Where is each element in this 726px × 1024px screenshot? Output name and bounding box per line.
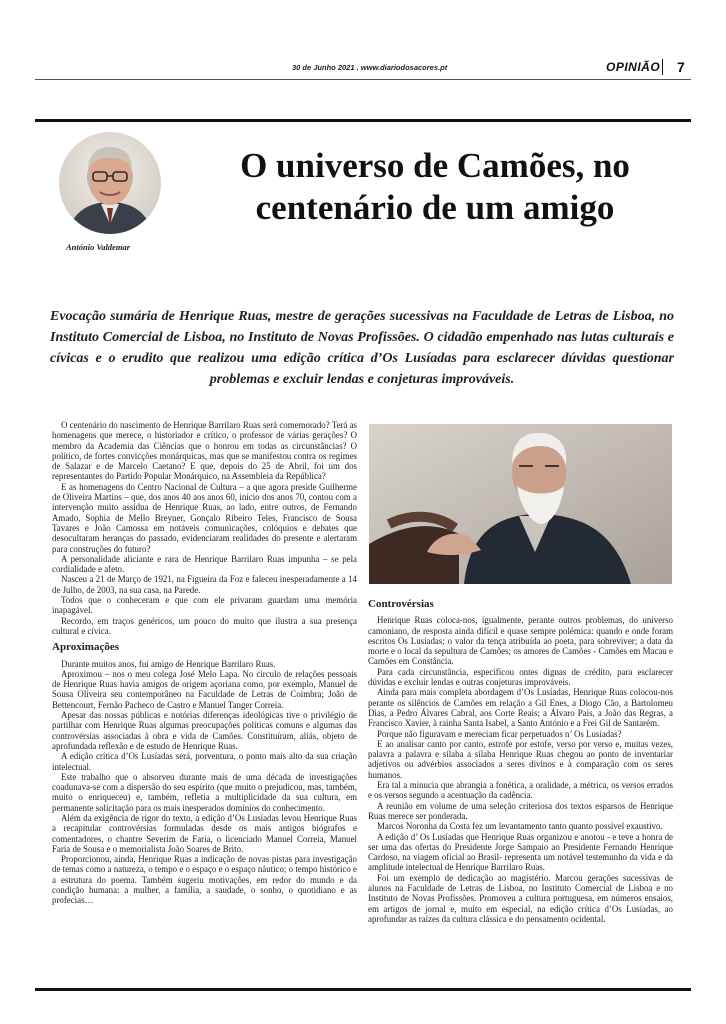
paragraph: Aproximou – nos o meu colega José Melo Lapa. No círculo de relações pessoais de Henrique Ruas havia amigos de origem açoriana como, por exemplo, Manuel de Sousa Oliveira seu contemporâneo na Faculdade de Letras de Coimbra; João de Bettencourt, Fernão Pacheco de Castro e Manuel Tanger Correia. <box>52 668 357 710</box>
author-portrait <box>59 132 161 234</box>
paragraph: Durante muitos anos, fui amigo de Henrique Barrilaro Ruas. <box>61 658 276 669</box>
right-column <box>368 593 673 924</box>
article-lead: Evocação sumária de Henrique Ruas, mestre de gerações sucessivas na Faculdade de Letras de Lisboa, no Instituto Comercial de Lisboa, no Instituto de Novas Profissões. O cidadão empenhado nas lutas culturais e cívicas e o erudito que realizou uma edição crítica d’Os Lusíadas para esclarecer dúvidas questionar problemas e excluir lendas e conjeturas improváveis. <box>50 309 674 387</box>
paragraph: Proporcionou, ainda, Henrique Ruas a indicação de novas pistas para investigação de temas como a natureza, o tempo e o espaço e o espaço náutico; o tempo histórico e a estrutura do poema. Também sugeriu motivações, em redor do mundo e da condição humana: a mulher, a família, a saudade, o sonho, o quotidiano e as profecias… <box>52 854 357 906</box>
paragraph: Este trabalho que o absorveu durante mais de uma década de investigações coadunava-se com a dispersão do seu espírito (que muito o prejudicou, mas, também, muito o enriqueceu) e, também, refletia a multiplicidade da sua cultura, em permanente solicitação para os mais inesperados domínios do conhecimento. <box>52 771 357 813</box>
paragraph: Henrique Ruas coloca-nos, igualmente, perante outros problemas, do universo camoniano, de resposta ainda difícil e quase sempre polémica: quando e onde foram escritos Os Lusíadas; o valor da tença atribuída ao poeta, para sobreviver; a data da morte e o local da sepultura de Camões; os amores de Camões - Camões em Macau e Camões em Constância. <box>368 615 673 667</box>
paragraph: Ainda para mais completa abordagem d’Os Lusíadas, Henrique Ruas colocou-nos perante os silêncios de Camões em relação a Gil Enes, a Diogo Cão, a Bartolomeu Dias, a Pedro Álvares Cabral, aos Corte Reais; a Álvaro Pais, a João das Regras, a Francisco Xavier, à rainha Santa Isabel, a Santo António e a Frei Gil de Santarém. <box>368 687 673 729</box>
paragraph: Apesar das nossas públicas e notórias diferenças ideológicas tive o privilégio de partilhar com Henrique Ruas algumas preocupações políticas comuns e algumas das controvérsias associadas à obra e vida de Camões. Constituíram, aliás, objeto de aprofundada reflexão e de estudo de Henrique Ruas. <box>52 710 357 751</box>
left-column <box>52 420 357 906</box>
paragraph: Nasceu a 21 de Março de 1921, na Figueira da Foz e faleceu inesperadamente a 14 de Julho, de 2003, na sua casa, na Parede. <box>52 574 357 595</box>
page-number: 7 <box>677 59 685 75</box>
article-title: O universo de Camões, no centenário de um amigo <box>240 146 630 227</box>
header-divider <box>662 59 663 75</box>
author-name: António Valdemar <box>66 242 131 252</box>
paragraph: Marcos Noronha da Costa fez um levantamento tanto quanto possível exaustivo. <box>377 821 663 832</box>
paragraph: E ao analisar canto por canto, estrofe por estofe, verso por verso e, muitas vezes, palavra a palavra e sílaba a sílaba Henrique Ruas chegou ao ponto de inventariar adjetivos ou advérbios associados a seres divinos e à comparação com os seres humanos. <box>368 738 673 780</box>
paragraph: Todos que o conheceram e que com ele privaram guardam uma memória inapagável. <box>52 595 357 616</box>
henrique-ruas-photo <box>369 424 672 584</box>
paragraph: Era tal a minucia que abrangia a fonética, a oralidade, a métrica, os versos errados e os versos segundo a acentuação da cadência. <box>368 780 673 801</box>
paragraph: O centenário do nascimento de Henrique Barrilaro Ruas será comemorado? Terá as homenagens que merece, o historiador e crítico, o professor de várias gerações? O membro da Academia das Ciências que o honrou em todas as circunstâncias? O político, de fortes convicções monárquicas, mas que se manifestou contra os regimes de Salazar e de Marcelo Caetano? E que, depois do 25 de Abril, foi um dos representantes do Partido Popular Monárquico, na Assembleia da República? <box>52 420 357 482</box>
paragraph: A edição d’ Os Lusíadas que Henrique Ruas organizou e anotou - e teve a honra de ser uma das ofertas do Presidente Jorge Sampaio ao Presidente Fernando Henrique Cardoso, na viagem oficial ao Brasil- representa um notável testemunho da vida e da amplitude intelectual de Henrique Barrilaro Ruas. <box>368 831 673 873</box>
paragraph: Foi um exemplo de dedicação ao magistério. Marcou gerações sucessivas de alunos na Faculdade de Letras de Lisboa, no Instituto Comercial de Lisboa e no Instituto de Novas Profissões. Promoveu a cultura portuguesa, em números ensaios, em artigos de jornal e, muito em especial, na edição crítica d’Os Lusíadas, ao aprofundar as raízes da cultura clássica e do pensamento ocidental. <box>368 872 673 924</box>
section-label: OPINIÃO <box>606 60 661 74</box>
subheading-aproximacoes: Aproximações <box>52 641 120 654</box>
paragraph: A personalidade aliciante e rara de Henrique Barrilaro Ruas impunha – se pela cordialidade e afeto. <box>52 553 357 575</box>
paragraph: E as homenagens do Centro Nacional de Cultura – a que agora preside Guilherme de Oliveira Martins – que, dos anos 40 aos anos 60, início dos anos 70, contou com a intervenção muito assídua de Henrique Ruas, ao lado, entre outros, de Fernando Amado, Sophia de Mello Breyner, Gonçalo Ribeiro Teles, Francisco de Sousa Tavares e João Camossa em notáveis comunicações, colóquios e debates que desocultaram heranças do passado, evidenciaram realidades do presente e alertaram para construções do futuro? <box>52 481 357 554</box>
header-date-site: 30 de Junho 2021 . www.diariodosacores.pt <box>292 63 448 72</box>
paragraph: A reunião em volume de uma seleção criteriosa dos textos esparsos de Henrique Ruas merece ser ponderada. <box>368 800 673 821</box>
paragraph: A edição crítica d’Os Lusíadas será, porventura, o ponto mais alto da sua criação intelectual. <box>52 751 357 772</box>
header-rule <box>35 79 691 80</box>
paragraph: Para cada circunstância, especificou ontes dignas de crédito, para esclarecer dúvidas e excluir lendas e outras conjeturas improváveis. <box>368 666 673 688</box>
subheading-controversias: Controvérsias <box>368 598 434 610</box>
paragraph: Porque não figuravam e mereciam ficar perpetuados n’ Os Lusíadas? <box>377 728 622 739</box>
paragraph: Recordo, em traços genéricos, um pouco do muito que ilustra a sua presença cultural e cívica. <box>52 615 357 636</box>
paragraph: Além da exigência de rigor do texto, a edição d’Os Lusíadas levou Henrique Ruas a recapitular controvérsias formuladas desde os mais antigos biógrafos e comentadores, o chantre Severim de Faria, o licenciado Manuel Correia, Manuel Faria de Sousa e o memorialista João Soares de Brito. <box>52 812 357 854</box>
